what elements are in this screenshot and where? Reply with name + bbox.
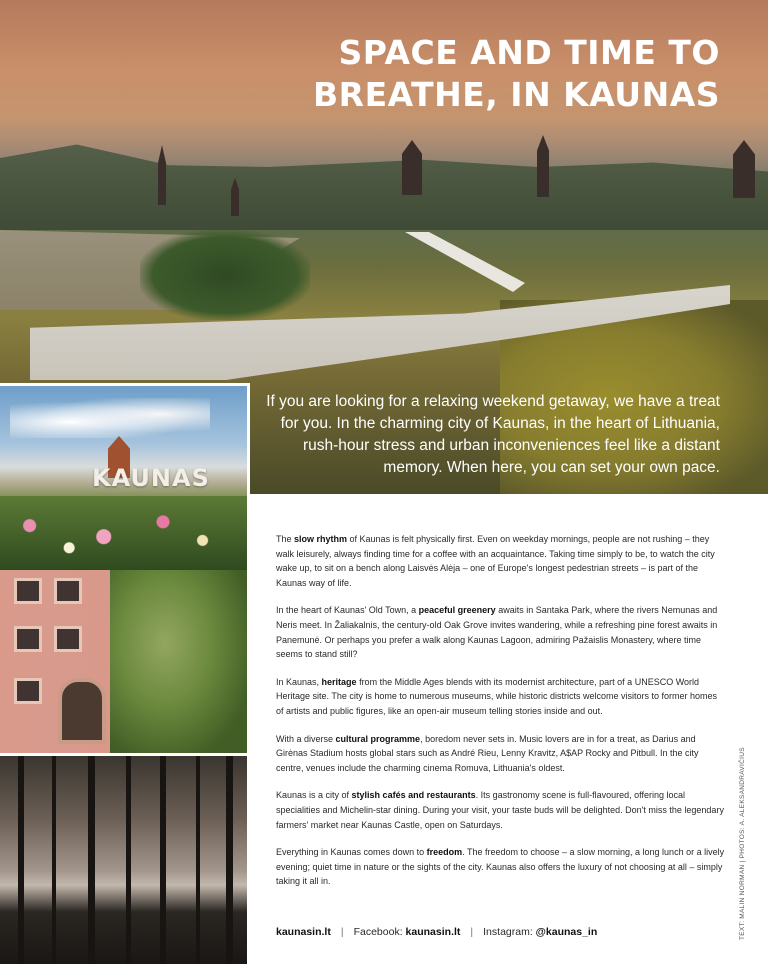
- text: In Kaunas,: [276, 676, 322, 687]
- tulip-bed: [0, 496, 247, 570]
- window: [54, 626, 82, 652]
- title-line: BREATHE, IN KAUNAS: [313, 75, 720, 114]
- text: With a diverse: [276, 733, 336, 744]
- intro-text: If you are looking for a relaxing weekend getaway, we have a treat for you. In the charming city of Kaunas, in the heart of Lithuania, rush-hour stress and urban inconveniences feel like a distant memory. When here, you can set your own pace.: [266, 393, 720, 476]
- forest-lake-photo: [0, 756, 250, 964]
- trees: [140, 230, 310, 320]
- instagram-label: Instagram:: [483, 926, 536, 938]
- church-tower: [402, 140, 422, 195]
- church-tower: [537, 135, 549, 197]
- website-link[interactable]: kaunasin.lt: [276, 926, 331, 938]
- kaunas-sign-photo: [0, 383, 250, 570]
- tree-trunk: [88, 756, 95, 964]
- tree-trunk: [226, 756, 233, 964]
- pavilion-canopy: [405, 232, 525, 292]
- highlight: heritage: [321, 676, 357, 687]
- paragraph: [276, 603, 726, 661]
- highlight: slow rhythm: [294, 534, 348, 544]
- text: , boredom never sets in. Music lovers are in for a treat, as Darius and Girėnas Stadium hosts global stars such as André Rieu, Lenny Kravitz, A$AP Rocky and Pitbull. In the city centre, venues include the charming cinema Romuva, Lithuania's oldest.: [276, 733, 699, 773]
- text: of Kaunas is felt physically first. Even on weekday mornings, people are not rushing – they walk leisurely, always finding time for a coffee with an acquaintance. Taking time simply to be, to watch the city wake up, to sit on a bench along Laisvės Alėja – one of Europe's longest pedestrian streets – is part of the Kaunas way of life.: [276, 534, 715, 588]
- tree-trunk: [52, 756, 56, 964]
- paragraph: [276, 788, 726, 832]
- text: In the heart of Kaunas' Old Town, a: [276, 605, 419, 616]
- title-line: SPACE AND TIME TO: [338, 33, 720, 72]
- text: . Its gastronomy scene is full-flavoured, offering local specialities and Michelin-star dining. During your visit, your taste buds will be delighted. Don't miss the legendary farmers' market near Kaunas Castle, open on Saturdays.: [276, 790, 724, 830]
- tree-trunk: [196, 756, 200, 964]
- paragraph: [276, 732, 726, 776]
- modernist-building-photo: [0, 570, 250, 753]
- tree-trunk: [18, 756, 24, 964]
- church-tower: [733, 140, 755, 198]
- church-spire: [158, 145, 166, 205]
- separator: |: [340, 926, 344, 938]
- blossoming-tree: [110, 570, 247, 753]
- paragraph: [276, 675, 726, 719]
- article-body: [276, 532, 726, 902]
- footer-links: [276, 926, 597, 938]
- arched-door: [58, 678, 106, 744]
- facebook-link[interactable]: kaunasin.lt: [405, 926, 461, 938]
- window: [14, 678, 42, 704]
- window: [14, 578, 42, 604]
- text: The: [276, 534, 295, 544]
- text: awaits in Santaka Park, where the rivers Nemunas and Neris meet. In Žaliakalnis, the century-old Oak Grove invites wandering, while a refreshing pine forest awaits in Panemunė. Or perhaps you prefer a walk along Kaunas Lagoon, admiring Pažaislis Monastery, where time seems to stand still?: [276, 605, 718, 660]
- text: . The freedom to choose – a slow morning, a long lunch or a lively evening; quiet time in nature or the sights of the city. Kaunas also offers the luxury of not choosing at all – simply taking it all in.: [276, 847, 725, 887]
- paragraph: [276, 532, 726, 590]
- text: from the Middle Ages blends with its modernist architecture, part of a UNESCO World Heritage site. The city is home to numerous museums, while historic districts welcome visitors to former homes of artists and public figures, like an open-air museum telling stories inside and out.: [276, 676, 717, 716]
- photo-credit: TEXT: MALIN NORMAN | PHOTOS: A. ALEKSANDRAVIČIUS: [739, 747, 746, 940]
- highlight: peaceful greenery: [418, 605, 496, 616]
- highlight: stylish cafés and restaurants: [351, 790, 476, 801]
- separator: |: [470, 926, 474, 938]
- facebook-label: Facebook:: [353, 926, 406, 938]
- paragraph: [276, 845, 726, 889]
- tree-trunk: [160, 756, 166, 964]
- window: [54, 578, 82, 604]
- tree-trunk: [126, 756, 131, 964]
- clouds: [10, 398, 210, 438]
- highlight: cultural programme: [335, 733, 421, 744]
- page-title: [200, 32, 720, 116]
- instagram-link[interactable]: @kaunas_in: [535, 926, 598, 938]
- highlight: freedom: [426, 847, 463, 858]
- kaunas-sign: KAUNAS: [92, 464, 210, 492]
- hills: [0, 140, 768, 230]
- text: Everything in Kaunas comes down to: [276, 847, 427, 858]
- text: Kaunas is a city of: [276, 790, 352, 801]
- window: [14, 626, 42, 652]
